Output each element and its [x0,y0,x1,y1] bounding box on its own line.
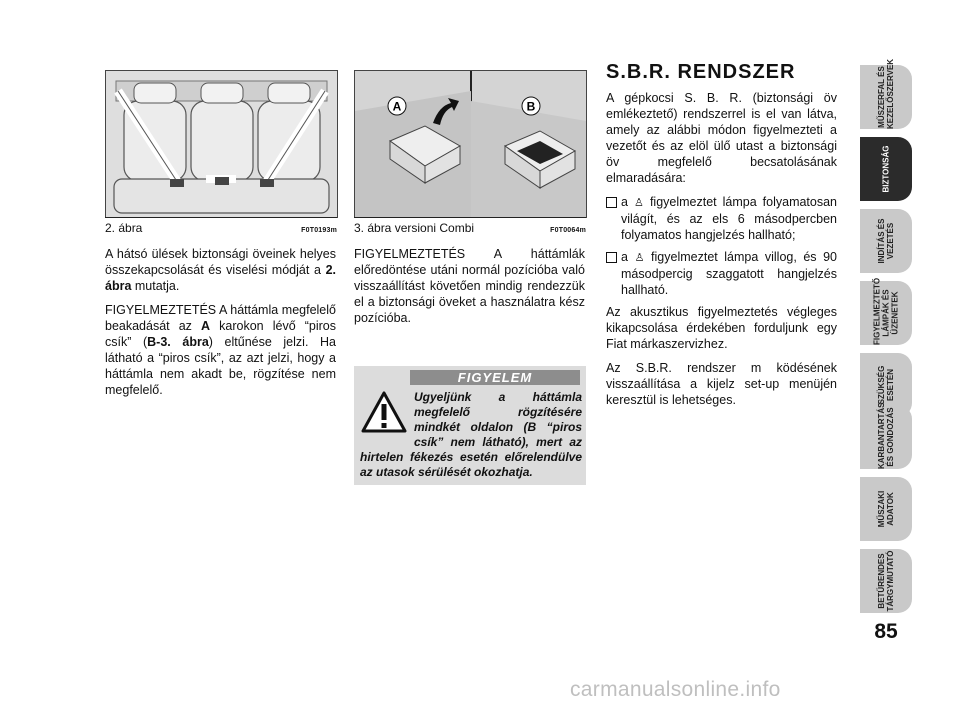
figure-2-caption-row [105,217,337,235]
figure-3-code: F0T0064m [550,227,586,234]
bullet-item-2: a ♙ figyelmeztet lámpa villog, és 90 másodpercig szaggatott hangjelzés hallható. [606,249,837,298]
marker-b: B [526,99,536,114]
right-column [606,61,838,416]
seatbelt-icon: ♙ [634,252,645,264]
middle-column [354,246,585,334]
tab-muszerfal[interactable]: MŰSZERFAL ÉS KEZELŐSZERVEK [860,65,912,129]
warning-text-block [360,390,582,480]
watermark: carmanualsonline.info [570,678,781,701]
left-paragraph-1: A hátsó ülések biztonsági öveinek helyes összekapcsolását és viselési módját a 2. ábra mutatja. [105,247,336,293]
figure-2-code: F0T0193m [301,227,337,234]
checkbox-bullet-icon [606,252,617,263]
section-heading: S.B.R. RENDSZER [606,61,796,83]
warning-title: FIGYELEM [410,370,580,385]
figure-2-caption: 2. ábra [105,221,143,235]
right-paragraph-3: Az S.B.R. rendszer m ködésének visszaállítása a kijelz set-up menüjén keresztül is lehetséges. [606,361,837,407]
backrest-lever-illustration [355,71,586,217]
middle-paragraph-1: FIGYELMEZTETÉS A háttámlák előredöntése utáni normál pozícióba való visszaállítást követően mindig rendezzük el a biztonsági öveket a használatra kész pozícióba. [354,247,585,325]
seatbelt-icon: ♙ [634,197,644,209]
right-paragraph-2: Az akusztikus figyelmeztetés végleges kikapcsolása érdekében forduljunk egy Fiat márkaszervizhez. [606,305,837,351]
marker-a: A [392,99,402,114]
warning-triangle-icon [360,390,408,434]
figure-3-caption: 3. ábra versioni Combi [354,221,475,235]
figure-3-backrest-levers [354,70,587,218]
checkbox-bullet-icon [606,197,617,208]
page-number: 85 [874,620,898,643]
left-column [105,246,336,406]
right-paragraph-1: A gépkocsi S. B. R. (biztonsági öv emlékeztető) rendszerrel is el van látva, amely az alábbi módon figyelmezteti a vezetőt és az elöl ülő utast a biztonsági öv megfelelő becsatolásának elmaradására: [606,91,837,185]
bullet-item-1: a ♙ figyelmeztet lámpa folyamatosan világít, és az els 6 másodpercben folyamatos hangjelzés hallható; [606,194,837,243]
tab-szukseg[interactable]: SZÜKSÉG ESETÉN [860,353,912,417]
tab-inditas[interactable]: INDÍTÁS ÉS VEZETÉS [860,209,912,273]
warning-box [354,366,586,485]
tab-muszaki[interactable]: MŰSZAKI ADATOK [860,477,912,541]
rear-seats-illustration [106,71,337,217]
warning-text: Ugyeljünk a háttámla megfelelő rögzítésére mindkét oldalon (B “piros csík” nem látható), mert az hirtelen fékezés esetén előrelendülve az utasok sérülését okozhatja. [360,390,582,479]
figure-2-rear-seat-belts [105,70,338,218]
tab-targymutato[interactable]: BETŰRENDES TÁRGYMUTATÓ [860,549,912,613]
tab-karbantartas[interactable]: KARBANTARTÁS ÉS GONDOZÁS [860,405,912,469]
tab-figyelmezteto[interactable]: FIGYELMEZTETŐ LÁMPÁK ÉS ÜZENETEK [860,281,912,345]
figure-3-caption-row [354,217,586,235]
tab-biztonsag[interactable]: BIZTONSÁG [860,137,912,201]
left-paragraph-2: FIGYELMEZTETÉS A háttámla megfelelő beakadását az A karokon lévő “piros csík” (B-3. ábra) eltűnése jelzi. Ha látható a “piros csík”, az azt jelzi, hogy a háttámla nem akadt be, rögzítése nem megfelelő. [105,303,336,397]
